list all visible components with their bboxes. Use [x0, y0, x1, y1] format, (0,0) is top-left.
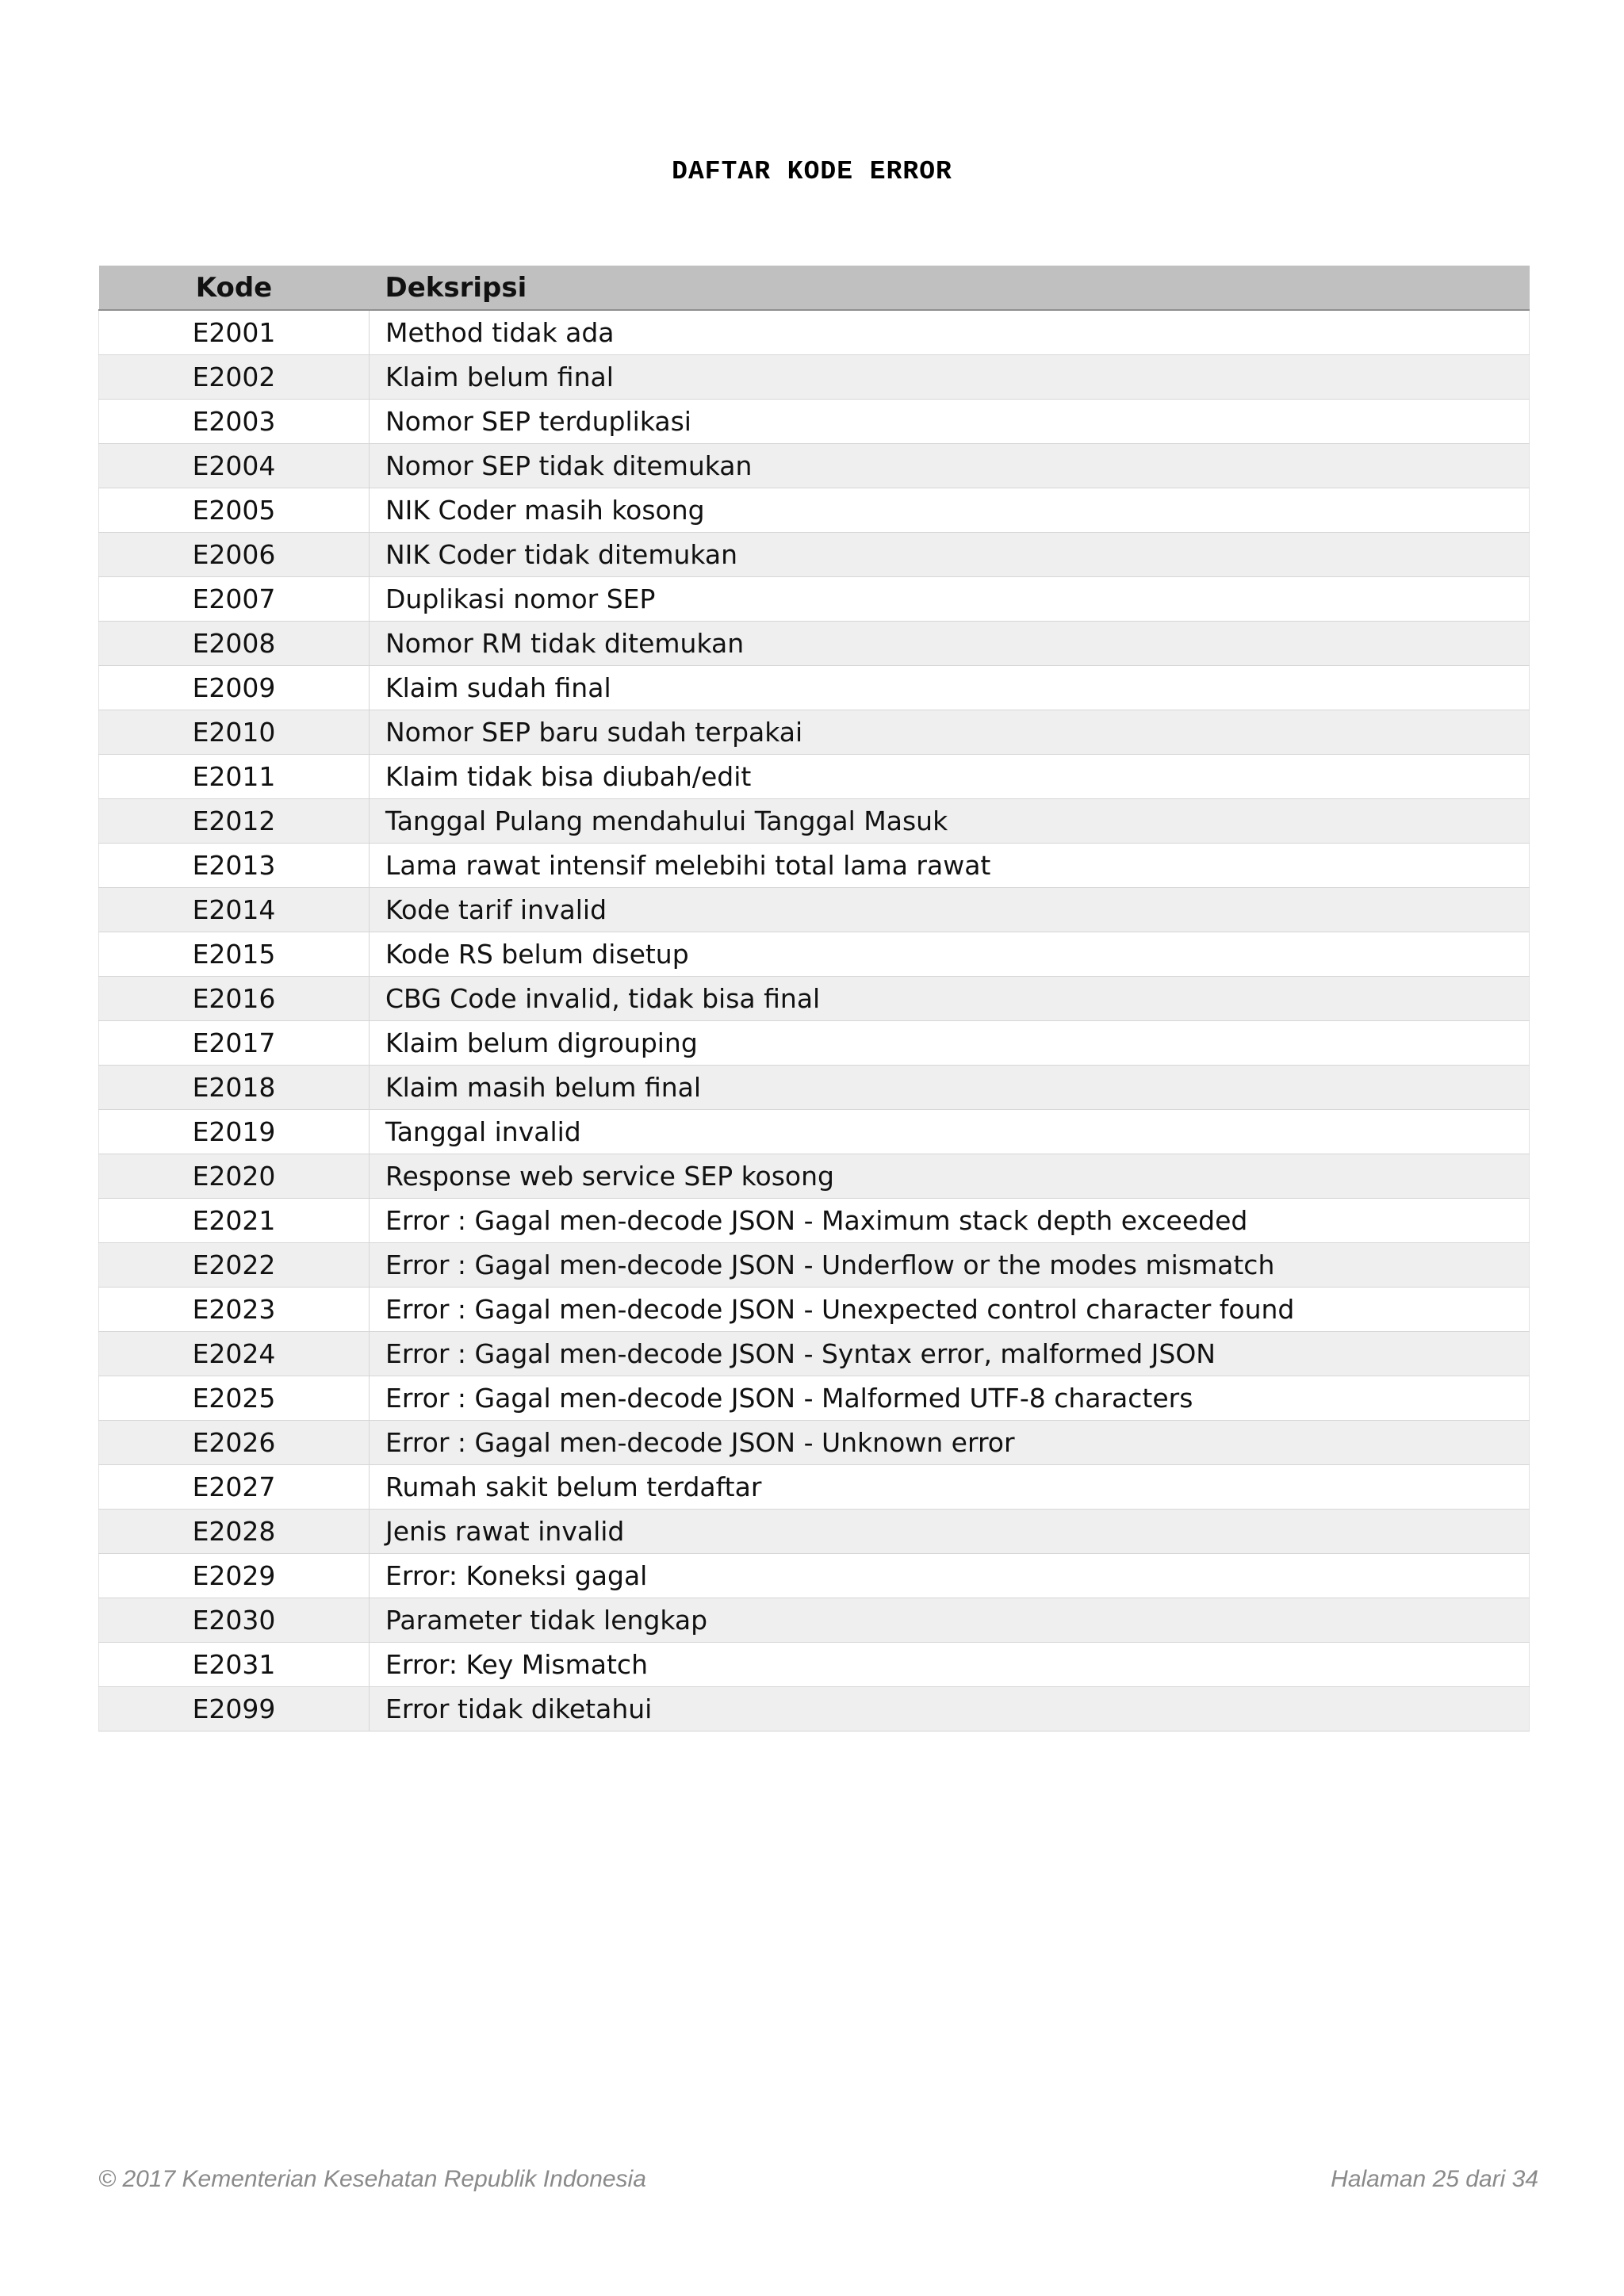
table-row [99, 1598, 1530, 1643]
error-description-cell: Method tidak ada [370, 310, 1530, 355]
table-header-row [99, 266, 1530, 310]
error-description-cell: Error tidak diketahui [370, 1687, 1530, 1732]
error-code-cell: E2016 [99, 977, 370, 1021]
error-code-cell: E2003 [99, 400, 370, 444]
error-description-cell: Tanggal invalid [370, 1110, 1530, 1154]
error-code-cell: E2011 [99, 755, 370, 799]
error-description-cell: Nomor RM tidak ditemukan [370, 622, 1530, 666]
header-code: Kode [99, 266, 370, 310]
error-description-cell: NIK Coder tidak ditemukan [370, 533, 1530, 577]
table-row [99, 1687, 1530, 1732]
error-code-cell: E2002 [99, 355, 370, 400]
error-code-cell: E2099 [99, 1687, 370, 1732]
error-code-cell: E2029 [99, 1554, 370, 1598]
table-row [99, 1154, 1530, 1199]
table-row [99, 888, 1530, 932]
error-code-cell: E2022 [99, 1243, 370, 1288]
table-row [99, 1110, 1530, 1154]
error-description-cell: Error : Gagal men-decode JSON - Maximum stack depth exceeded [370, 1199, 1530, 1243]
error-code-cell: E2010 [99, 710, 370, 755]
error-description-cell: CBG Code invalid, tidak bisa final [370, 977, 1530, 1021]
table-row [99, 1421, 1530, 1465]
error-description-cell: Kode tarif invalid [370, 888, 1530, 932]
error-description-cell: Lama rawat intensif melebihi total lama rawat [370, 844, 1530, 888]
table-row [99, 1243, 1530, 1288]
error-code-cell: E2021 [99, 1199, 370, 1243]
error-description-cell: Klaim belum digrouping [370, 1021, 1530, 1066]
error-code-cell: E2009 [99, 666, 370, 710]
header-description: Deksripsi [370, 266, 1530, 310]
error-code-table [98, 266, 1530, 1732]
error-code-cell: E2013 [99, 844, 370, 888]
table-row [99, 444, 1530, 488]
error-code-cell: E2017 [99, 1021, 370, 1066]
table-row [99, 1465, 1530, 1510]
table-row [99, 710, 1530, 755]
error-description-cell: Rumah sakit belum terdaftar [370, 1465, 1530, 1510]
error-description-cell: Error : Gagal men-decode JSON - Unknown error [370, 1421, 1530, 1465]
error-description-cell: Error: Koneksi gagal [370, 1554, 1530, 1598]
error-description-cell: Nomor SEP terduplikasi [370, 400, 1530, 444]
error-code-cell: E2015 [99, 932, 370, 977]
error-code-cell: E2001 [99, 310, 370, 355]
error-code-cell: E2005 [99, 488, 370, 533]
footer-page-number: Halaman 25 dari 34 [1331, 2166, 1538, 2192]
table-row [99, 1021, 1530, 1066]
error-description-cell: Error : Gagal men-decode JSON - Syntax error, malformed JSON [370, 1332, 1530, 1376]
table-row [99, 799, 1530, 844]
error-code-cell: E2028 [99, 1510, 370, 1554]
table-row [99, 1510, 1530, 1554]
error-description-cell: Nomor SEP baru sudah terpakai [370, 710, 1530, 755]
error-code-cell: E2024 [99, 1332, 370, 1376]
table-row [99, 1554, 1530, 1598]
table-row [99, 533, 1530, 577]
error-description-cell: Klaim tidak bisa diubah/edit [370, 755, 1530, 799]
table-row [99, 932, 1530, 977]
error-code-cell: E2025 [99, 1376, 370, 1421]
error-description-cell: Duplikasi nomor SEP [370, 577, 1530, 622]
error-code-cell: E2031 [99, 1643, 370, 1687]
error-code-cell: E2030 [99, 1598, 370, 1643]
table-row [99, 977, 1530, 1021]
error-description-cell: Klaim sudah final [370, 666, 1530, 710]
error-code-cell: E2018 [99, 1066, 370, 1110]
error-description-cell: Parameter tidak lengkap [370, 1598, 1530, 1643]
table-row [99, 1288, 1530, 1332]
error-description-cell: Tanggal Pulang mendahului Tanggal Masuk [370, 799, 1530, 844]
table-body [99, 310, 1530, 1732]
error-description-cell: Error : Gagal men-decode JSON - Underflow or the modes mismatch [370, 1243, 1530, 1288]
error-code-cell: E2027 [99, 1465, 370, 1510]
table-row [99, 1199, 1530, 1243]
error-description-cell: Jenis rawat invalid [370, 1510, 1530, 1554]
error-code-cell: E2019 [99, 1110, 370, 1154]
table-row [99, 488, 1530, 533]
table-row [99, 355, 1530, 400]
error-code-cell: E2026 [99, 1421, 370, 1465]
error-description-cell: Nomor SEP tidak ditemukan [370, 444, 1530, 488]
error-code-cell: E2007 [99, 577, 370, 622]
table-row [99, 577, 1530, 622]
footer-copyright: © 2017 Kementerian Kesehatan Republik Indonesia [98, 2166, 646, 2192]
error-code-cell: E2004 [99, 444, 370, 488]
error-description-cell: Klaim masih belum final [370, 1066, 1530, 1110]
error-description-cell: Error : Gagal men-decode JSON - Malformed UTF-8 characters [370, 1376, 1530, 1421]
table-row [99, 844, 1530, 888]
table-row [99, 1332, 1530, 1376]
error-code-cell: E2006 [99, 533, 370, 577]
error-description-cell: Error : Gagal men-decode JSON - Unexpected control character found [370, 1288, 1530, 1332]
table-row [99, 755, 1530, 799]
table-row [99, 1643, 1530, 1687]
error-code-cell: E2023 [99, 1288, 370, 1332]
error-description-cell: NIK Coder masih kosong [370, 488, 1530, 533]
error-description-cell: Kode RS belum disetup [370, 932, 1530, 977]
page-title: DAFTAR KODE ERROR [672, 157, 952, 186]
table-row [99, 400, 1530, 444]
table-row [99, 1066, 1530, 1110]
table-row [99, 622, 1530, 666]
error-code-cell: E2012 [99, 799, 370, 844]
error-description-cell: Response web service SEP kosong [370, 1154, 1530, 1199]
table-row [99, 666, 1530, 710]
table-row [99, 1376, 1530, 1421]
error-code-cell: E2014 [99, 888, 370, 932]
error-description-cell: Error: Key Mismatch [370, 1643, 1530, 1687]
error-code-cell: E2008 [99, 622, 370, 666]
error-description-cell: Klaim belum final [370, 355, 1530, 400]
table-row [99, 310, 1530, 355]
error-code-cell: E2020 [99, 1154, 370, 1199]
